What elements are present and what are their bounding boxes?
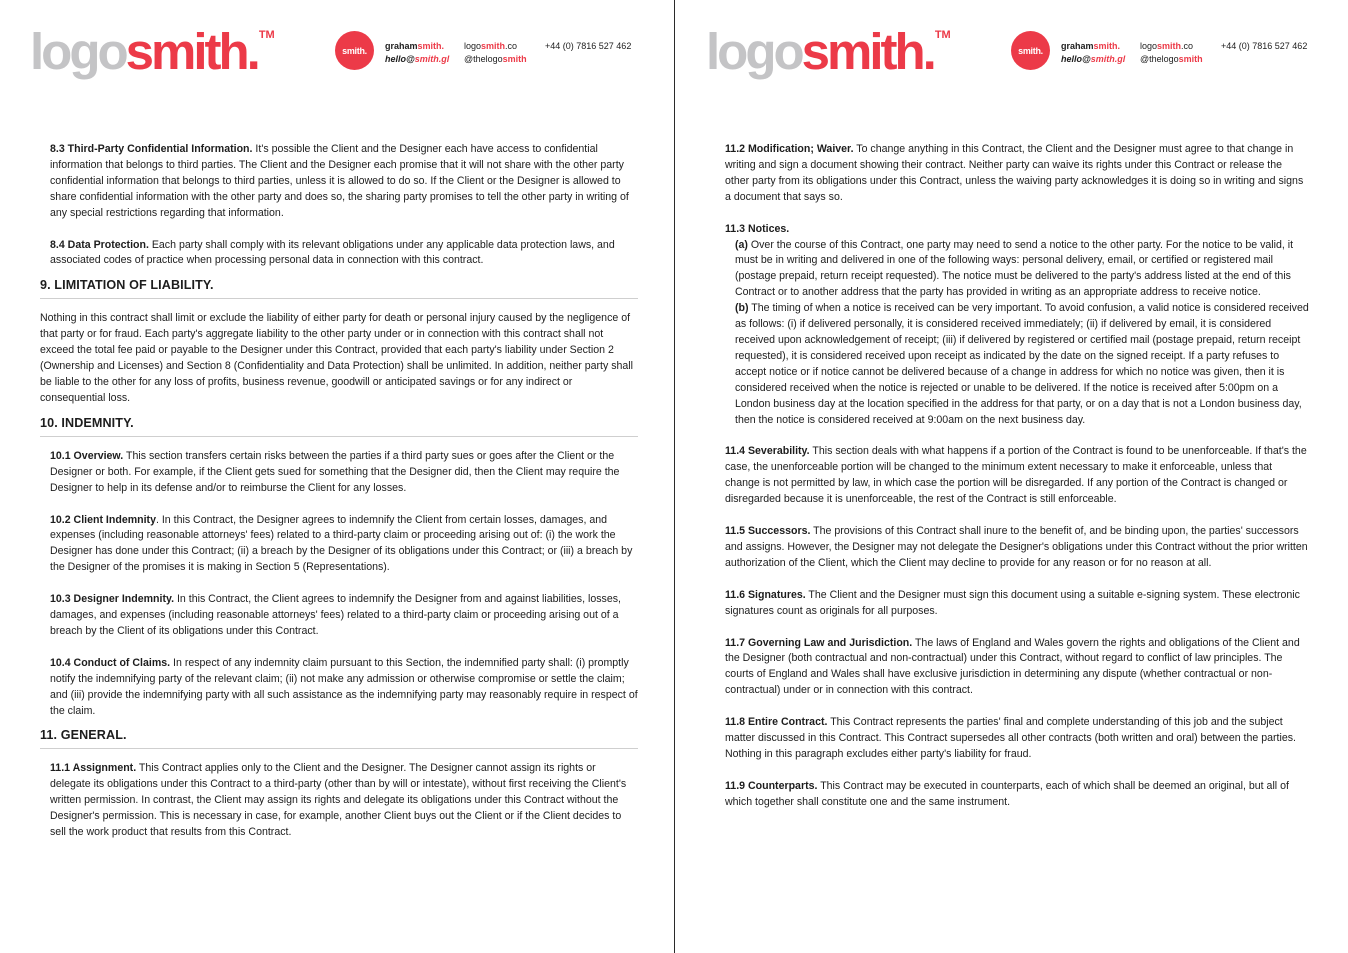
clause-11-2 [725, 142, 1309, 206]
contact-web-b: smith [481, 41, 506, 51]
clause-title: 10.4 Conduct of Claims. [50, 656, 171, 669]
contact-name-first: graham [385, 41, 418, 51]
clause-title: 11.6 Signatures. [725, 588, 806, 601]
clause-11-9 [725, 779, 1309, 811]
section-heading-10: 10. INDEMNITY. [40, 415, 638, 437]
clause-title: 11.5 Successors. [725, 525, 811, 538]
contact-email-domain: smith.gl [414, 54, 450, 64]
clause-10-1 [40, 449, 638, 497]
clause-body: It's possible the Client and the Designer each have access to confidential information that belongs to third parties. The Client and the Designer each promise that it will not share with the other party confidential information that belongs to third parties, unless it is allowed to do so. If the Client or the Designer is allowed to share confidential information with the other party and does so, the sharing party promises to tell the other party in writing of any special restrictions regarding that information. [50, 143, 629, 219]
clause-sub-label: (b) [735, 302, 749, 315]
clause-body: . In this Contract, the Designer agrees to indemnify the Client from certain losses, damages, and expenses (including reasonable attorneys' fees) related to a third-party claim or proceeding arising out of: (i) the work the Designer has done under this Contract; (ii) a breach by the Designer of its obligations under this Contract; or (iii) a breach by the Designer of the promises it is making in Section 5 (Representations). [50, 513, 633, 574]
clause-10-3 [40, 592, 638, 640]
clause-body: The Client and the Designer must sign this document using a suitable e-signing system. These electronic signatures count as originals for all purposes. [725, 588, 1300, 617]
section-heading-11: 11. GENERAL. [40, 727, 638, 749]
contact-email-user: hello@ [385, 54, 415, 64]
clause-11-7 [725, 636, 1309, 700]
clause-11-1 [40, 761, 638, 841]
contact-name-last: smith. [1093, 41, 1121, 51]
contact-handle-b: smith [1178, 54, 1203, 64]
logo [706, 23, 951, 80]
contact-phone: +44 (0) 7816 527 462 [545, 41, 632, 51]
contact-handle-a: @thelogo [464, 54, 503, 64]
clause-title: 10.2 Client Indemnity [50, 513, 156, 526]
clause-11-3-b [725, 301, 1309, 428]
logo-word-grey: logo [706, 23, 802, 80]
page-left-content [40, 142, 638, 841]
clause-body: This Contract represents the parties' final and complete understanding of this job and the subject matter discussed in this Contract. This Contract supersedes all other contracts (both written and oral) between the parties. Nothing in this paragraph excludes either party's liability for fraud. [725, 716, 1296, 760]
clause-body: Each party shall comply with its relevant obligations under any applicable data protection laws, and associated codes of practice when processing personal data in connection with this contract. [50, 238, 615, 267]
clause-body: In this Contract, the Client agrees to indemnify the Designer from and against liabilities, losses, damages, and expenses (including reasonable attorneys' fees) related to a third-party claim or proceeding arising out of a breach by the Client of its obligations under this Contract. [50, 593, 621, 637]
clause-11-3-a [725, 238, 1309, 302]
contact-name-email [385, 40, 449, 66]
smith-badge-icon: smith. [1011, 31, 1050, 70]
logo-trademark: TM [258, 29, 275, 41]
contact-web-b: smith [1157, 41, 1182, 51]
clause-body: To change anything in this Contract, the Client and the Designer must agree to that change in writing and sign a document showing their contract. Neither party can waive its rights under this Contract or release the other party from its obligations under this Contract, unless the waiving party acknowledges it is doing so in writing and signs a document that says so. [725, 143, 1304, 203]
contact-handle-a: @thelogo [1140, 54, 1179, 64]
clause-11-6 [725, 588, 1309, 620]
contact-name-email [1061, 40, 1125, 66]
logo-word-grey: logo [30, 23, 126, 80]
contact-web-a: logo [464, 41, 482, 51]
contact-web-a: logo [1140, 41, 1158, 51]
clause-title: 11.2 Modification; Waiver. [725, 143, 854, 155]
clause-title: 11.9 Counterparts. [725, 779, 818, 792]
contact-phone: +44 (0) 7816 527 462 [1221, 41, 1308, 51]
contact-web-c: .co [505, 41, 518, 51]
contact-name-first: graham [1061, 41, 1094, 51]
logo-word-red: smith. [801, 23, 934, 80]
clause-title: 10.3 Designer Indemnity. [50, 593, 175, 606]
clause-body: This section deals with what happens if a portion of the Contract is found to be unenforceable. If that's the case, the unenforceable portion will be changed to the minimum extent necessary to make it enforceable, unless that change is not permitted by law, in which case the portion will be disregarded. If any portion of the Contract is changed or disregarded because it is unenforceable, the rest of the Contract is still enforceable. [725, 445, 1307, 506]
clause-11-8 [725, 715, 1309, 763]
contact-web [1140, 40, 1203, 66]
page-right-content [725, 142, 1309, 811]
clause-body: The laws of England and Wales govern the rights and obligations of the Client and the Designer (both contractual and non-contractual) under this Contract, without regard to conflict of law principles. The courts of England and Wales shall have exclusive jurisdiction in determining any dispute (whether contractual or non-contractual) under or in connection with this contract. [725, 636, 1300, 697]
clause-8-4 [40, 238, 638, 270]
clause-title: 8.4 Data Protection. [50, 238, 149, 251]
clause-sub-label: (a) [735, 238, 748, 251]
clause-title: 11.8 Entire Contract. [725, 716, 828, 729]
section-heading-9: 9. LIMITATION OF LIABILITY. [40, 277, 638, 299]
clause-title: 11.1 Assignment. [50, 762, 137, 775]
clause-10-4 [40, 656, 638, 720]
contact-name-last: smith. [417, 41, 445, 51]
clause-body: This Contract may be executed in counterparts, each of which shall be deemed an original, but all of which together shall constitute one and the same instrument. [725, 779, 1289, 808]
contact-web-c: .co [1181, 41, 1194, 51]
clause-body: This Contract applies only to the Client and the Designer. The Designer cannot assign its rights or delegate its obligations under this Contract to a third-party (other than by will or intestate), without first receiving the Client's written permission. In contrast, the Client may assign its rights and delegate its obligations under this Contract without the Designer's permission. This is necessary in case, for example, another Client buys out the Client or if the Client decides to sell the work product that results from this Contract. [50, 762, 627, 839]
contact-email-user: hello@ [1061, 54, 1091, 64]
document-page-right [675, 0, 1348, 953]
clause-11-5 [725, 524, 1309, 572]
clause-body: This section transfers certain risks between the parties if a third party sues or goes after the Client or the Designer or both. For example, if the Client gets sued for something that the Designer did, then the Client may require the Designer to help in its defense and/or to reimburse the Client for any losses. [50, 449, 620, 494]
clause-10-2 [40, 513, 638, 577]
logo-word-red: smith. [125, 23, 258, 80]
logo [30, 23, 275, 80]
clause-title: 8.3 Third-Party Confidential Information. [50, 143, 253, 155]
contact-handle-b: smith [502, 54, 527, 64]
contact-web [464, 40, 527, 66]
smith-badge-icon: smith. [335, 31, 374, 70]
logo-trademark: TM [934, 29, 951, 41]
clause-title: 11.7 Governing Law and Jurisdiction. [725, 636, 913, 649]
clause-body: The timing of when a notice is received can be very important. To avoid confusion, a valid notice is considered received as follows: (i) if delivered personally, it is considered received immediately; (ii) if delivered by email, it is considered received upon acknowledgement of receipt; (iii) if delivered by registered or certified mail (postage prepaid, return receipt requested), it is considered received upon receipt as indicated by the date on the signed receipt. If a party refuses to accept notice or if notice cannot be delivered because of a change in address for which no notice was given, then it is considered received when the notice is rejected or unable to be delivered. If the notice is received after 5:00pm on a London business day at the location specified in the address for that party, or on a day that is not a London business day, then the notice is considered received at 9:00am on the next business day. [735, 302, 1309, 426]
clause-title: 11.4 Severability. [725, 445, 810, 458]
clause-11-3-title: 11.3 Notices. [725, 222, 790, 235]
clause-11-4 [725, 444, 1309, 508]
clause-body: In respect of any indemnity claim pursuant to this Section, the indemnified party shall: (i) promptly notify the indemnifying party of the relevant claim; (ii) not make any admission or otherwise compromise or settle the claim; and (iii) provide the indemnifying party with all such assistance as the indemnifying party may reasonably require in respect of the claim. [50, 656, 638, 717]
clause-title: 10.1 Overview. [50, 449, 124, 462]
clause-body: Over the course of this Contract, one party may need to send a notice to the other party. For the notice to be valid, it must be in writing and delivered in one of the following ways: personal delivery, email, or certified or registered mail (postage prepaid, return receipt requested). The notice must be delivered to the party's address listed at the end of this Contract or to another address that the party has provided in writing as an appropriate address to receive notice. [735, 238, 1294, 299]
clause-8-3 [40, 142, 638, 222]
clause-9-body: Nothing in this contract shall limit or exclude the liability of either party for death or personal injury caused by the negligence of that party or for fraud. Each party's aggregate liability to the other party under or in connection with this contract shall not exceed the total fee paid or payable to the Designer under this Contract, provided that each party's liability under Section 2 (Ownership and Licenses) and Section 8 (Confidentiality and Data Protection) shall be unlimited. In addition, neither party shall be liable to the other for any loss of profits, business revenue, goodwill or anticipated savings or for any indirect or consequential loss. [40, 312, 633, 404]
contact-email-domain: smith.gl [1090, 54, 1126, 64]
clause-body: The provisions of this Contract shall inure to the benefit of, and be binding upon, the parties' successors and assigns. However, the Designer may not delegate the Designer's obligations under this Contract without the prior written authorization of the Client, which the Client may decline to provide for any reason or for no reason at all. [725, 525, 1308, 569]
